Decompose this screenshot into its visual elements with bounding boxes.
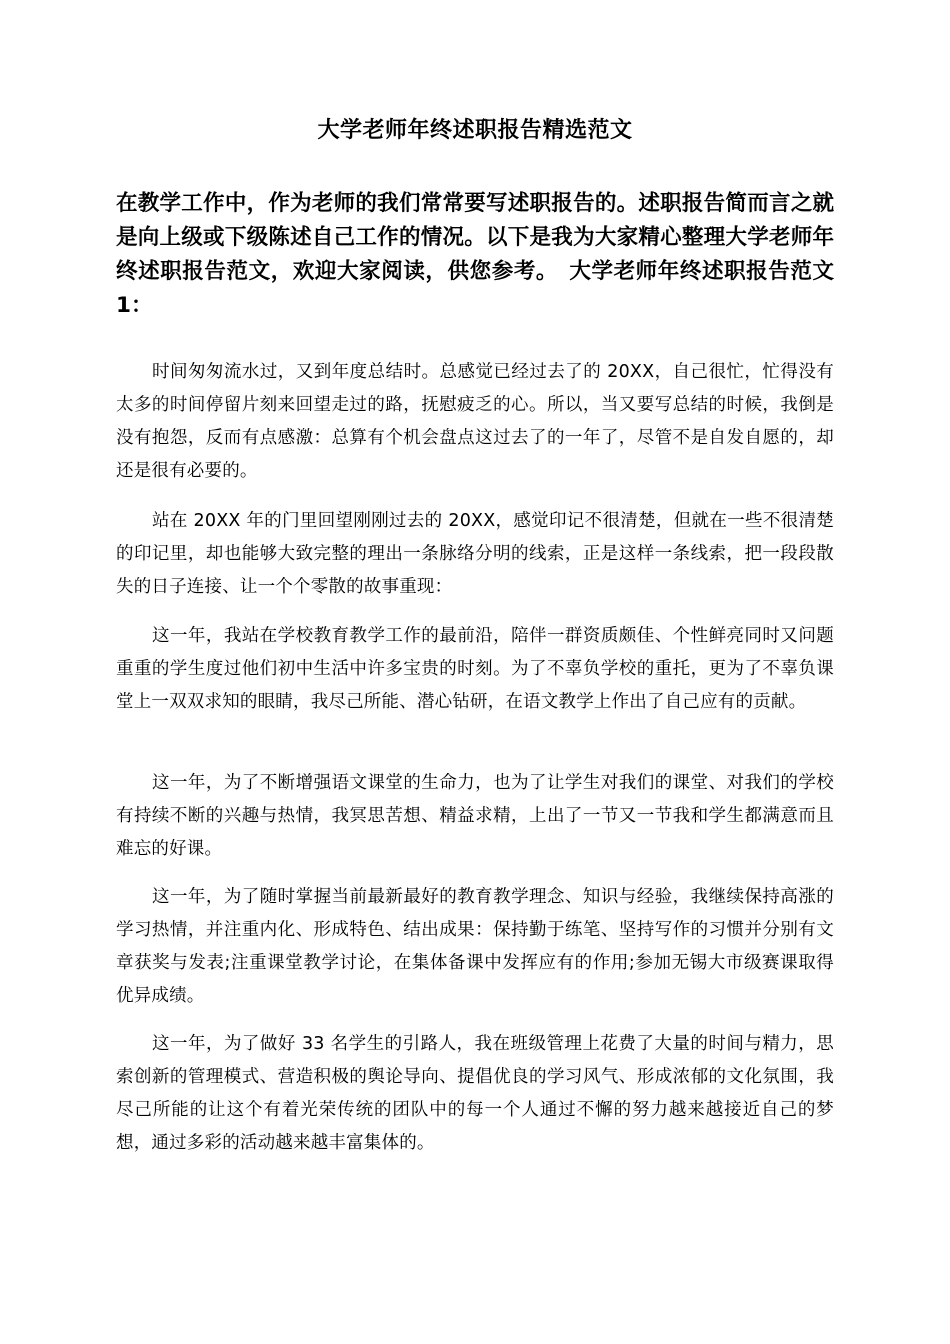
intro-paragraph: 在教学工作中，作为老师的我们常常要写述职报告的。述职报告简而言之就是向上级或下级陈述自己工作的情况。以下是我为大家精心整理大学老师年终述职报告范文，欢迎大家阅读，供您参考。 大学老师年终述职报告范文 1：: [116, 191, 834, 318]
body-paragraph-5: 这一年，为了随时掌握当前最新最好的教育教学理念、知识与经验，我继续保持高涨的学习热情，并注重内化、形成特色、结出成果：保持勤于练笔、坚持写作的习惯并分别有文章获奖与发表;注重课堂教学讨论，在集体备课中发挥应有的作用;参加无锡大市级赛课取得优异成绩。: [116, 887, 834, 1006]
body-paragraph-3: 这一年，我站在学校教育教学工作的最前沿，陪伴一群资质颇佳、个性鲜亮同时又问题重重的学生度过他们初中生活中许多宝贵的时刻。为了不辜负学校的重托，更为了不辜负课堂上一双双求知的眼睛，我尽己所能、潜心钻研，在语文教学上作出了自己应有的贡献。: [116, 626, 834, 712]
body-paragraph-4: 这一年，为了不断增强语文课堂的生命力，也为了让学生对我们的课堂、对我们的学校有持续不断的兴趣与热情，我冥思苦想、精益求精，上出了一节又一节我和学生都满意而且难忘的好课。: [116, 773, 834, 859]
document-title: 大学老师年终述职报告精选范文: [317, 118, 633, 143]
body-paragraph-6: 这一年，为了做好 33 名学生的引路人，我在班级管理上花费了大量的时间与精力，思索创新的管理模式、营造积极的舆论导向、提倡优良的学习风气、形成浓郁的文化氛围，我尽己所能的让这个有着光荣传统的团队中的每一个人通过不懈的努力越来越接近自己的梦想，通过多彩的活动越来越丰富集体的。: [116, 1034, 834, 1153]
body-paragraph-2: 站在 20XX 年的门里回望刚刚过去的 20XX，感觉印记不很清楚，但就在一些不很清楚的印记里，却也能够大致完整的理出一条脉络分明的线索，正是这样一条线索，把一段段散失的日子连接、让一个个零散的故事重现：: [116, 511, 834, 597]
body-paragraph-1: 时间匆匆流水过，又到年度总结时。总感觉已经过去了的 20XX，自己很忙，忙得没有太多的时间停留片刻来回望走过的路，抚慰疲乏的心。所以，当又要写总结的时候，我倒是没有抱怨，反而有点感激：总算有个机会盘点这过去了的一年了，尽管不是自发自愿的，却还是很有必要的。: [116, 362, 834, 481]
